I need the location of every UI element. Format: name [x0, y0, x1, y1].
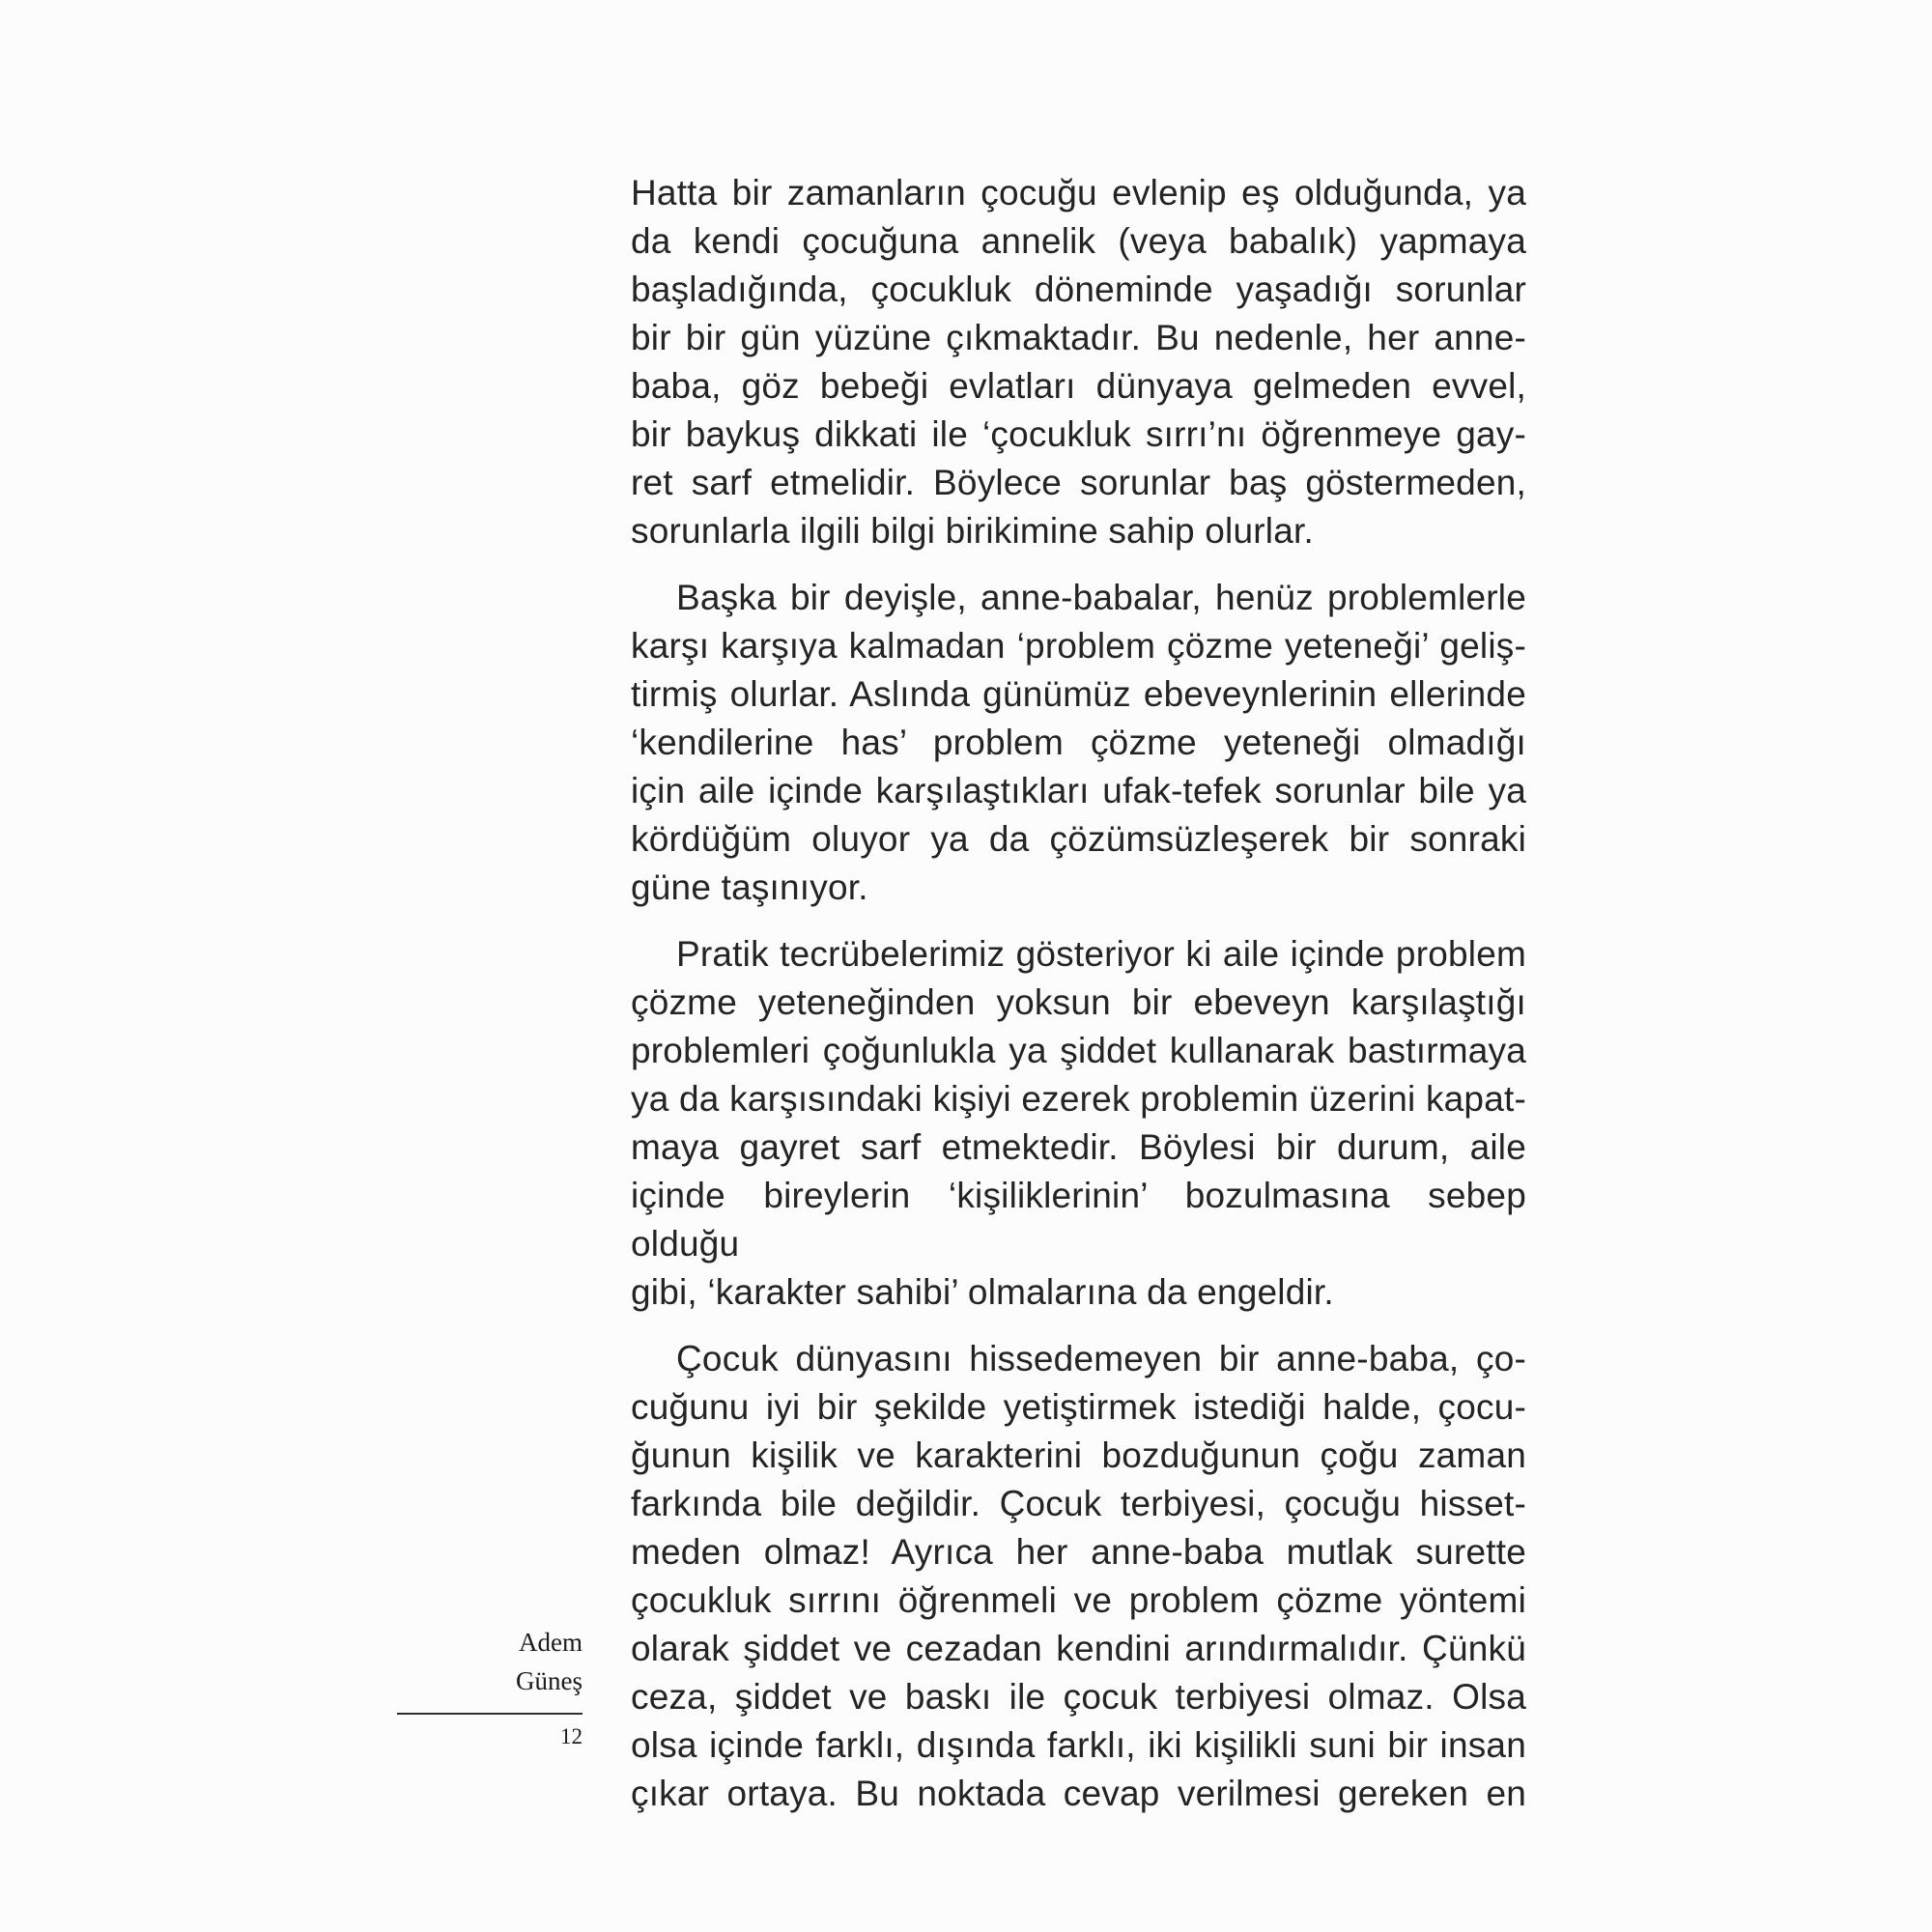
text-line: sorunlarla ilgili bilgi birikimine sahip olurlar. [631, 511, 1314, 551]
text-line: tirmiş olurlar. Aslında günümüz ebeveynlerinin ellerinde [631, 674, 1526, 714]
text-line: maya gayret sarf etmektedir. Böylesi bir durum, aile [631, 1127, 1526, 1167]
text-line: çözme yeteneğinden yoksun bir ebeveyn karşılaştığı [631, 982, 1526, 1022]
text-line: olarak şiddet ve cezadan kendini arındırmalıdır. Çünkü [631, 1629, 1526, 1668]
text-line: için aile içinde karşılaştıkları ufak-tefek sorunlar bile ya [631, 771, 1526, 810]
author-name: Adem [519, 1628, 582, 1657]
margin-footer [389, 1623, 582, 1750]
text-line: karşı karşıya kalmadan ‘problem çözme yeteneği’ geliş- [631, 626, 1526, 666]
text-line: ‘kendilerine has’ problem çözme yeteneği olmadığı [631, 723, 1526, 762]
text-line: kördüğüm oluyor ya da çözümsüzleşerek bir sonraki [631, 819, 1526, 859]
text-line: baba, göz bebeği evlatları dünyaya gelmeden evvel, [631, 366, 1526, 406]
text-line: bir baykuş dikkati ile ‘çocukluk sırrı’nı öğrenmeye gay- [631, 414, 1526, 454]
text-line: ceza, şiddet ve baskı ile çocuk terbiyesi olmaz. Olsa [631, 1677, 1526, 1717]
body-text [631, 169, 1526, 1818]
text-line: Başka bir deyişle, anne-babalar, henüz problemlerle [676, 578, 1526, 617]
text-line: meden olmaz! Ayrıca her anne-baba mutlak surette [631, 1532, 1526, 1572]
text-line: Çocuk dünyasını hissedemeyen bir anne-baba, ço- [676, 1339, 1526, 1378]
author-divider-rule [397, 1713, 582, 1715]
text-line: güne taşınıyor. [631, 867, 868, 907]
paragraph [631, 930, 1526, 1317]
text-line: ret sarf etmelidir. Böylece sorunlar baş göstermeden, [631, 463, 1526, 502]
text-line: başladığında, çocukluk döneminde yaşadığı sorunlar [631, 270, 1526, 309]
text-line: çocukluk sırrını öğrenmeli ve problem çözme yöntemi [631, 1580, 1526, 1620]
text-line: da kendi çocuğuna annelik (veya babalık) yapmaya [631, 221, 1526, 261]
text-line: farkında bile değildir. Çocuk terbiyesi, çocuğu hisset- [631, 1484, 1526, 1523]
text-line: olsa içinde farklı, dışında farklı, iki kişilikli suni bir insan [631, 1725, 1526, 1765]
text-line: ğunun kişilik ve karakterini bozduğunun çoğu zaman [631, 1435, 1526, 1475]
text-line: problemleri çoğunlukla ya şiddet kullanarak bastırmaya [631, 1031, 1526, 1070]
page-number: 12 [560, 1724, 582, 1748]
text-line: bir bir gün yüzüne çıkmaktadır. Bu nedenle, her anne- [631, 318, 1526, 357]
text-line: çıkar ortaya. Bu noktada cevap verilmesi gereken en [631, 1774, 1526, 1813]
author-name: Güneş [516, 1666, 582, 1695]
text-line: Hatta bir zamanların çocuğu evlenip eş olduğunda, ya [631, 173, 1526, 213]
text-line: cuğunu iyi bir şekilde yetiştirmek istediği halde, çocu- [631, 1387, 1526, 1427]
text-line: içinde bireylerin ‘kişiliklerinin’ bozulmasına sebep olduğu [631, 1176, 1526, 1264]
paragraph [631, 574, 1526, 912]
text-line: gibi, ‘karakter sahibi’ olmalarına da engeldir. [631, 1272, 1334, 1312]
text-line: ya da karşısındaki kişiyi ezerek problemin üzerini kapat- [631, 1079, 1526, 1119]
paragraph [631, 1335, 1526, 1818]
paragraph [631, 169, 1526, 555]
text-line: Pratik tecrübelerimiz gösteriyor ki aile içinde problem [676, 934, 1526, 974]
